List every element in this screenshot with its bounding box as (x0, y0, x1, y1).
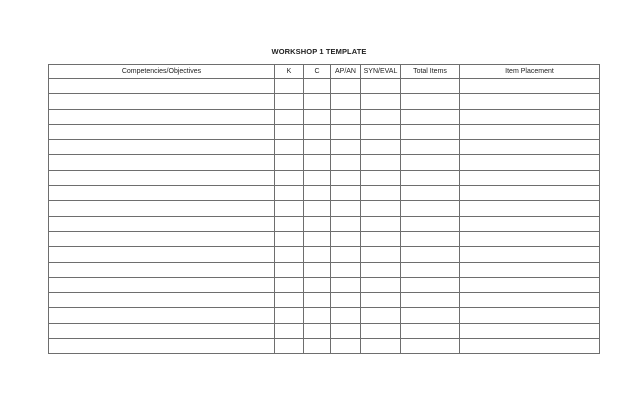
total-items-cell[interactable] (401, 247, 460, 262)
k-cell[interactable] (275, 94, 304, 109)
k-cell[interactable] (275, 216, 304, 231)
ap-an-cell[interactable] (331, 277, 361, 292)
table-row (49, 308, 600, 323)
k-cell[interactable] (275, 186, 304, 201)
c-cell[interactable] (304, 293, 331, 308)
header-item-placement: Item Placement (460, 65, 600, 79)
syn-eval-cell[interactable] (361, 170, 401, 185)
total-items-cell[interactable] (401, 109, 460, 124)
item-placement-cell[interactable] (460, 124, 600, 139)
total-items-cell[interactable] (401, 140, 460, 155)
table-row (49, 109, 600, 124)
k-cell[interactable] (275, 124, 304, 139)
total-items-cell[interactable] (401, 155, 460, 170)
total-items-cell[interactable] (401, 231, 460, 246)
item-placement-cell[interactable] (460, 323, 600, 338)
syn-eval-cell[interactable] (361, 308, 401, 323)
k-cell[interactable] (275, 293, 304, 308)
ap-an-cell[interactable] (331, 231, 361, 246)
table-row (49, 155, 600, 170)
total-items-cell[interactable] (401, 308, 460, 323)
competency-cell[interactable] (49, 308, 275, 323)
table-row (49, 186, 600, 201)
syn-eval-cell[interactable] (361, 124, 401, 139)
table-row (49, 277, 600, 292)
syn-eval-cell[interactable] (361, 216, 401, 231)
ap-an-cell[interactable] (331, 216, 361, 231)
item-placement-cell[interactable] (460, 170, 600, 185)
competency-cell[interactable] (49, 79, 275, 94)
table-row (49, 170, 600, 185)
table-row (49, 79, 600, 94)
k-cell[interactable] (275, 109, 304, 124)
header-competencies-objectives: Competencies/Objectives (49, 65, 275, 79)
syn-eval-cell[interactable] (361, 293, 401, 308)
syn-eval-cell[interactable] (361, 155, 401, 170)
c-cell[interactable] (304, 308, 331, 323)
ap-an-cell[interactable] (331, 155, 361, 170)
page-title: WORKSHOP 1 TEMPLATE (271, 47, 367, 56)
total-items-cell[interactable] (401, 170, 460, 185)
competency-cell[interactable] (49, 277, 275, 292)
syn-eval-cell[interactable] (361, 323, 401, 338)
ap-an-cell[interactable] (331, 186, 361, 201)
ap-an-cell[interactable] (331, 201, 361, 216)
k-cell[interactable] (275, 277, 304, 292)
table-row (49, 94, 600, 109)
k-cell[interactable] (275, 140, 304, 155)
competency-cell[interactable] (49, 323, 275, 338)
c-cell[interactable] (304, 94, 331, 109)
ap-an-cell[interactable] (331, 323, 361, 338)
c-cell[interactable] (304, 155, 331, 170)
ap-an-cell[interactable] (331, 170, 361, 185)
item-placement-cell[interactable] (460, 293, 600, 308)
syn-eval-cell[interactable] (361, 201, 401, 216)
header-total-items: Total Items (401, 65, 460, 79)
syn-eval-cell[interactable] (361, 186, 401, 201)
syn-eval-cell[interactable] (361, 277, 401, 292)
syn-eval-cell[interactable] (361, 79, 401, 94)
c-cell[interactable] (304, 247, 331, 262)
k-cell[interactable] (275, 170, 304, 185)
ap-an-cell[interactable] (331, 94, 361, 109)
c-cell[interactable] (304, 124, 331, 139)
c-cell[interactable] (304, 140, 331, 155)
syn-eval-cell[interactable] (361, 140, 401, 155)
competency-cell[interactable] (49, 201, 275, 216)
competency-cell[interactable] (49, 155, 275, 170)
syn-eval-cell[interactable] (361, 109, 401, 124)
header-comprehension: C (304, 65, 331, 79)
ap-an-cell[interactable] (331, 109, 361, 124)
table-row (49, 339, 600, 354)
k-cell[interactable] (275, 339, 304, 354)
competency-cell[interactable] (49, 247, 275, 262)
k-cell[interactable] (275, 201, 304, 216)
competency-cell[interactable] (49, 140, 275, 155)
item-placement-cell[interactable] (460, 216, 600, 231)
competency-cell[interactable] (49, 339, 275, 354)
c-cell[interactable] (304, 201, 331, 216)
competency-cell[interactable] (49, 293, 275, 308)
item-placement-cell[interactable] (460, 262, 600, 277)
item-placement-cell[interactable] (460, 247, 600, 262)
total-items-cell[interactable] (401, 79, 460, 94)
c-cell[interactable] (304, 79, 331, 94)
ap-an-cell[interactable] (331, 124, 361, 139)
table-row (49, 216, 600, 231)
competency-cell[interactable] (49, 94, 275, 109)
competency-cell[interactable] (49, 216, 275, 231)
table-row (49, 124, 600, 139)
syn-eval-cell[interactable] (361, 231, 401, 246)
c-cell[interactable] (304, 216, 331, 231)
c-cell[interactable] (304, 339, 331, 354)
c-cell[interactable] (304, 262, 331, 277)
item-placement-cell[interactable] (460, 339, 600, 354)
competency-cell[interactable] (49, 109, 275, 124)
workshop-template-table (48, 64, 600, 354)
k-cell[interactable] (275, 79, 304, 94)
syn-eval-cell[interactable] (361, 247, 401, 262)
competency-cell[interactable] (49, 124, 275, 139)
table-row (49, 140, 600, 155)
ap-an-cell[interactable] (331, 79, 361, 94)
table-row (49, 247, 600, 262)
ap-an-cell[interactable] (331, 262, 361, 277)
ap-an-cell[interactable] (331, 293, 361, 308)
item-placement-cell[interactable] (460, 201, 600, 216)
item-placement-cell[interactable] (460, 155, 600, 170)
table-row (49, 293, 600, 308)
syn-eval-cell[interactable] (361, 339, 401, 354)
c-cell[interactable] (304, 170, 331, 185)
header-application-analysis: AP/AN (331, 65, 361, 79)
total-items-cell[interactable] (401, 277, 460, 292)
total-items-cell[interactable] (401, 293, 460, 308)
item-placement-cell[interactable] (460, 94, 600, 109)
item-placement-cell[interactable] (460, 109, 600, 124)
total-items-cell[interactable] (401, 262, 460, 277)
k-cell[interactable] (275, 247, 304, 262)
competency-cell[interactable] (49, 262, 275, 277)
total-items-cell[interactable] (401, 201, 460, 216)
header-synthesis-evaluation: SYN/EVAL (361, 65, 401, 79)
c-cell[interactable] (304, 109, 331, 124)
item-placement-cell[interactable] (460, 231, 600, 246)
k-cell[interactable] (275, 155, 304, 170)
total-items-cell[interactable] (401, 124, 460, 139)
k-cell[interactable] (275, 308, 304, 323)
ap-an-cell[interactable] (331, 140, 361, 155)
table-row (49, 323, 600, 338)
k-cell[interactable] (275, 231, 304, 246)
c-cell[interactable] (304, 323, 331, 338)
table-body (49, 79, 600, 354)
item-placement-cell[interactable] (460, 186, 600, 201)
ap-an-cell[interactable] (331, 339, 361, 354)
competency-cell[interactable] (49, 231, 275, 246)
table-row (49, 262, 600, 277)
syn-eval-cell[interactable] (361, 94, 401, 109)
competency-cell[interactable] (49, 186, 275, 201)
competency-cell[interactable] (49, 170, 275, 185)
table-row (49, 201, 600, 216)
table-row (49, 231, 600, 246)
ap-an-cell[interactable] (331, 308, 361, 323)
item-placement-cell[interactable] (460, 308, 600, 323)
total-items-cell[interactable] (401, 323, 460, 338)
k-cell[interactable] (275, 262, 304, 277)
item-placement-cell[interactable] (460, 79, 600, 94)
total-items-cell[interactable] (401, 186, 460, 201)
ap-an-cell[interactable] (331, 247, 361, 262)
header-knowledge: K (275, 65, 304, 79)
item-placement-cell[interactable] (460, 277, 600, 292)
c-cell[interactable] (304, 186, 331, 201)
syn-eval-cell[interactable] (361, 262, 401, 277)
header-row (49, 65, 600, 79)
total-items-cell[interactable] (401, 216, 460, 231)
total-items-cell[interactable] (401, 339, 460, 354)
k-cell[interactable] (275, 323, 304, 338)
item-placement-cell[interactable] (460, 140, 600, 155)
c-cell[interactable] (304, 277, 331, 292)
total-items-cell[interactable] (401, 94, 460, 109)
c-cell[interactable] (304, 231, 331, 246)
